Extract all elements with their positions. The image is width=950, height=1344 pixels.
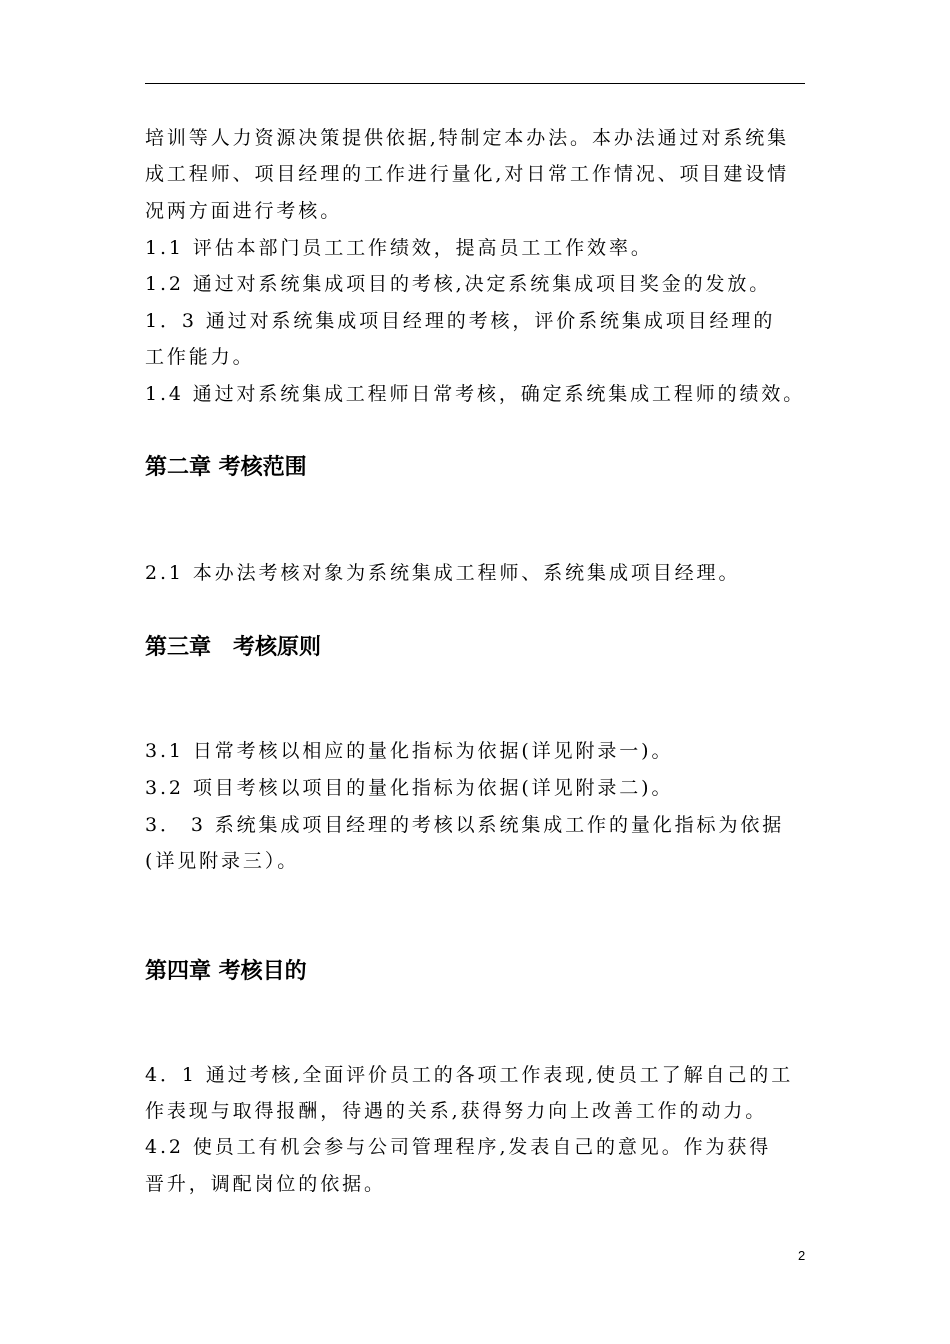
- clause-1-1: 1.1 评估本部门员工工作绩效，提高员工工作效率。: [145, 237, 653, 259]
- chapter-3-heading: 第三章 考核原则: [145, 635, 322, 660]
- paragraph-line: 晋升，调配岗位的依据。: [145, 1173, 386, 1195]
- chapter-4-heading: 第四章 考核目的: [145, 959, 307, 984]
- clause-4-2: 4.2 使员工有机会参与公司管理程序,发表自己的意见。作为获得: [145, 1136, 772, 1158]
- paragraph-line: 作表现与取得报酬，待遇的关系,获得努力向上改善工作的动力。: [145, 1100, 768, 1122]
- clause-3-2: 3.2 项目考核以项目的量化指标为依据(详见附录二)。: [145, 777, 674, 799]
- paragraph-line: (详见附录三）。: [145, 850, 300, 872]
- chapter-2-heading: 第二章 考核范围: [145, 455, 307, 480]
- page-number: 2: [798, 1248, 806, 1263]
- paragraph-line: 工作能力。: [145, 346, 255, 368]
- paragraph-line: 培训等人力资源决策提供依据,特制定本办法。本办法通过对系统集: [145, 127, 790, 149]
- clause-3-1: 3.1 日常考核以相应的量化指标为依据(详见附录一)。: [145, 740, 674, 762]
- clause-2-1: 2.1 本办法考核对象为系统集成工程师、系统集成项目经理。: [145, 562, 741, 584]
- clause-1-3: 1．3 通过对系统集成项目经理的考核，评价系统集成项目经理的: [145, 310, 776, 332]
- clause-1-4: 1.4 通过对系统集成工程师日常考核，确定系统集成工程师的绩效。: [145, 383, 806, 405]
- paragraph-line: 成工程师、项目经理的工作进行量化,对日常工作情况、项目建设情: [145, 163, 790, 185]
- header-rule: [145, 83, 805, 84]
- clause-1-2: 1.2 通过对系统集成项目的考核,决定系统集成项目奖金的发放。: [145, 273, 772, 295]
- clause-4-1: 4．1 通过考核,全面评价员工的各项工作表现,使员工了解自己的工: [145, 1064, 794, 1086]
- clause-3-3: 3． 3 系统集成项目经理的考核以系统集成工作的量化指标为依据: [145, 814, 785, 836]
- paragraph-line: 况两方面进行考核。: [145, 200, 343, 222]
